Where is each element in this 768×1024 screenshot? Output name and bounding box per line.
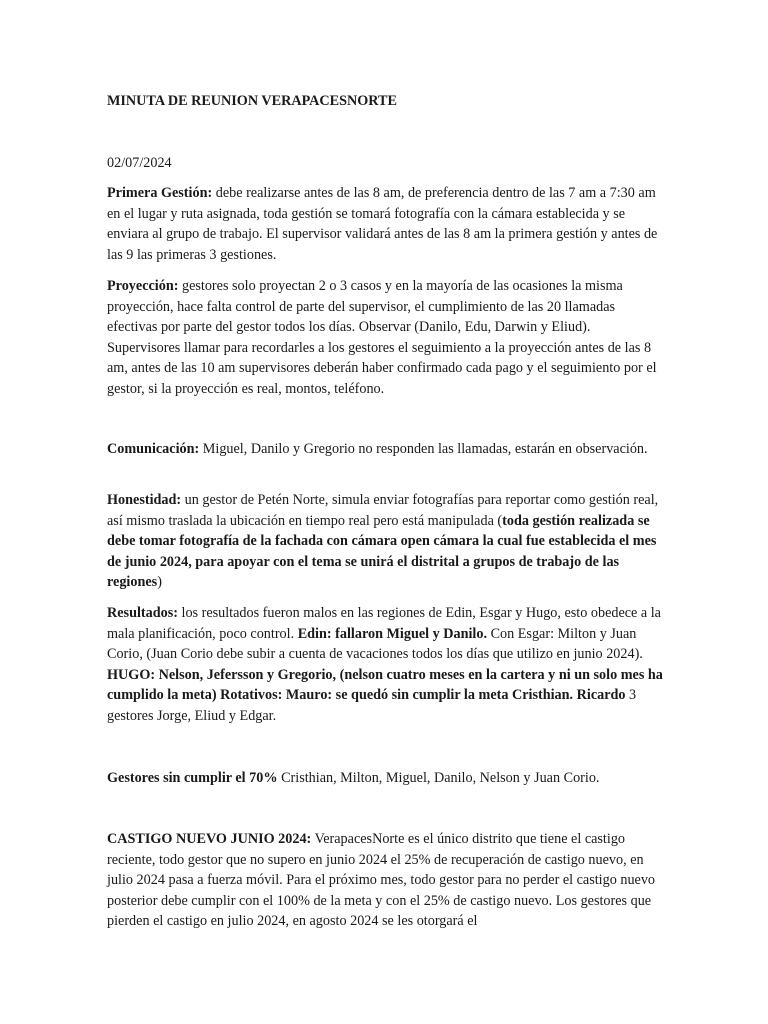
section-text: 3 gestores Jorge, Eliud y Edgar. [107,687,637,724]
section-heading: Primera Gestión: [107,185,213,201]
section-primera-gestion [107,183,663,265]
section-heading: Comunicación: [107,441,200,457]
section-text-end: ) [157,574,162,591]
section-heading: Honestidad: [107,492,182,508]
section-honestidad [107,490,663,593]
section-bold-text: Edin: fallaron Miguel y Danilo. [297,625,488,642]
document-title: MINUTA DE REUNION VERAPACESNORTE [107,93,397,109]
section-bold-text: HUGO: Nelson, Jefersson y Gregorio, (nelson cuatro meses en la cartera y ni un solo mes ha cumplido la meta) Rotativos: Mauro: se quedó sin cumplir la meta Cristhian. Ricardo [107,666,663,704]
section-text: Cristhian, Milton, Miguel, Danilo, Nelson y Juan Corio. [277,770,600,786]
section-text: Con Esgar: Milton y Juan Corio, (Juan Corio debe subir a cuenta de vacaciones todos los días que utilizo en junio 2024). [107,625,643,663]
section-heading: CASTIGO NUEVO JUNIO 2024: [107,831,312,847]
section-bold-text: toda gestión realizada se debe tomar fotografía de la fachada con cámara open cámara la cual fue establecida el mes de junio 2024, para apoyar con el tema se unirá el distrital a grupos de trabajo de las regiones [107,512,657,591]
section-resultados [107,603,663,727]
section-gestores-sin-cumplir [107,768,663,789]
section-heading: Gestores sin cumplir el 70% [107,770,278,786]
section-text: gestores solo proyectan 2 o 3 casos y en la mayoría de las ocasiones la misma proyección, hace falta control de parte del supervisor, el cumplimiento de las 20 llamadas efectivas por parte del gestor todos los días. Observar (Danilo, Edu, Darwin y Eliud). Supervisores llamar para recordarles a los gestores el seguimiento a la proyección antes de las 8 am, antes de las 10 am supervisores deberán haber confirmado cada pago y el seguimiento por el gestor, si la proyección es real, montos, teléfono. [107,278,657,397]
section-heading: Resultados: [107,605,178,621]
section-text: un gestor de Petén Norte, simula enviar fotografías para reportar como gestión real, así mismo traslada la ubicación en tiempo real pero está manipulada ( [107,492,659,529]
meeting-date: 02/07/2024 [107,155,172,171]
section-text: los resultados fueron malos en las regiones de Edin, Esgar y Hugo, esto obedece a la mala planificación, poco control. [107,605,661,642]
section-proyeccion [107,276,663,400]
section-text: debe realizarse antes de las 8 am, de preferencia dentro de las 7 am a 7:30 am en el lugar y ruta asignada, toda gestión se tomará fotografía con la cámara establecida y se enviara al grupo de trabajo. El supervisor validará antes de las 8 am la primera gestión y antes de las 9 las primeras 3 gestiones. [107,185,658,263]
section-text: VerapacesNorte es el único distrito que tiene el castigo reciente, todo gestor que no supero en junio 2024 el 25% de recuperación de castigo nuevo, en julio 2024 pasa a fuerza móvil. Para el próximo mes, todo gestor para no perder el castigo nuevo posterior debe cumplir con el 100% de la meta y con el 25% de castigo nuevo. Los gestores que pierden el castigo en julio 2024, en agosto 2024 se les otorgará el [107,831,656,930]
section-heading: Proyección: [107,278,179,294]
section-comunicacion [107,439,663,460]
section-castigo-nuevo [107,829,663,932]
section-text: Miguel, Danilo y Gregorio no responden las llamadas, estarán en observación. [199,441,648,457]
